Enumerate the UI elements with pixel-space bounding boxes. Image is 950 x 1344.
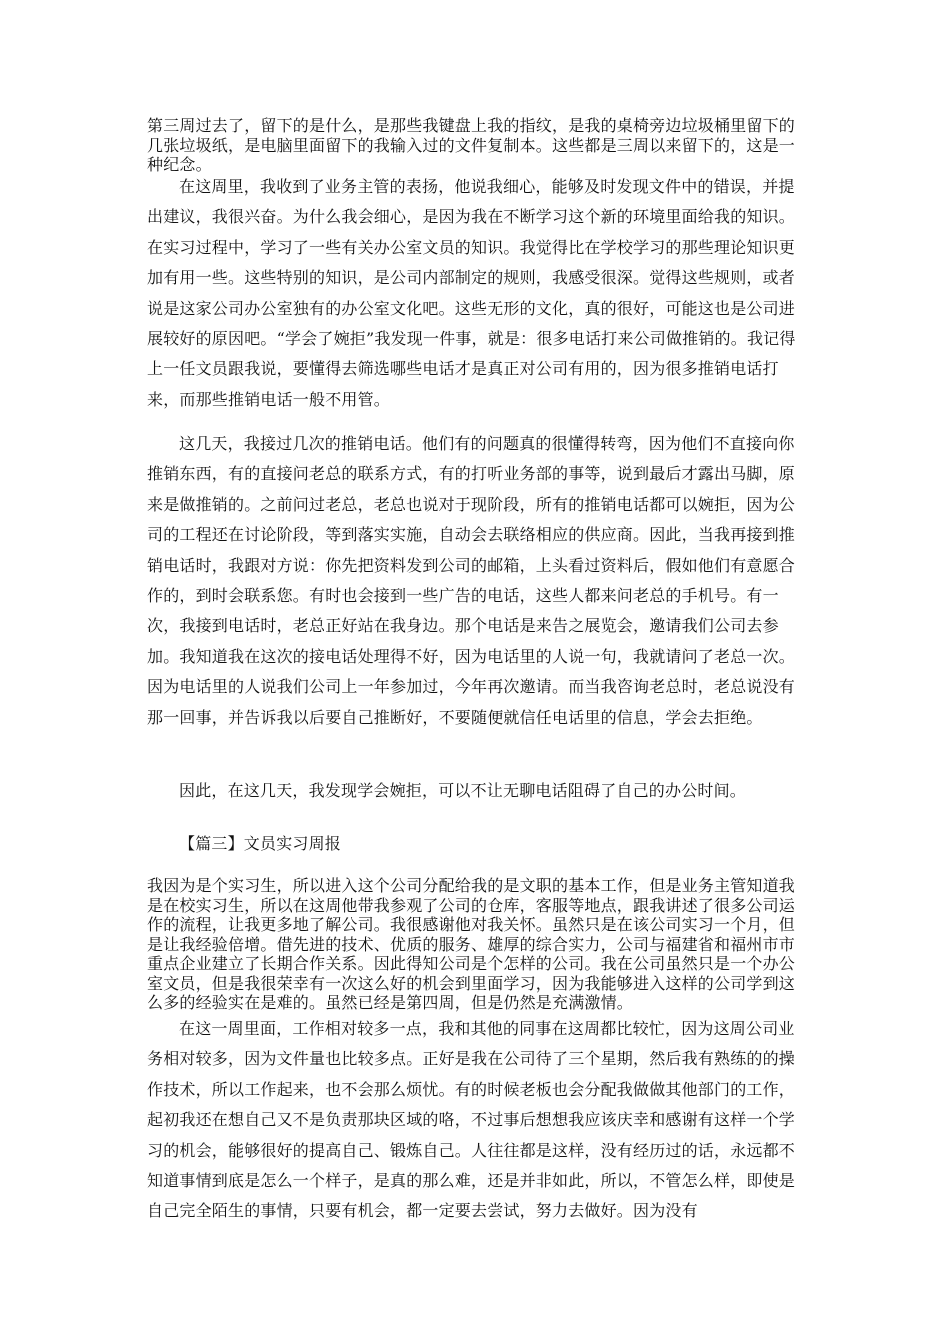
paragraph-sales-calls: 这几天，我接过几次的推销电话。他们有的问题真的很懂得转弯，因为他们不直接向你推销东西，有的直接问老总的联系方式，有的打听业务部的事等，说到最后才露出马脚，原来是做推销的。之前问过老总，老总也说对于现阶段，所有的推销电话都可以婉拒，因为公司的工程还在讨论阶段，等到落实实施，自动会去联络相应的供应商。因此，当我再接到推销电话时，我跟对方说：你先把资料发到公司的邮箱，上头看过资料后，假如他们有意愿合作的，到时会联系您。有时也会接到一些广告的电话，这些人都来问老总的手机号。有一次，我接到电话时，老总正好站在我身边。那个电话是来告之展览会，邀请我们公司去参加。我知道我在这次的接电话处理得不好，因为电话里的人说一句，我就请问了老总一次。因为电话里的人说我们公司上一年参加过，今年再次邀请。而当我咨询老总时，老总说没有那一回事，并告诉我以后要自己推断好，不要随便就信任电话里的信息，学会去拒绝。	[147, 434, 796, 727]
section-heading: 【篇三】文员实习周报	[179, 834, 342, 853]
paragraph-praise-and-refusal: 在这周里，我收到了业务主管的表扬，他说我细心，能够及时发现文件中的错误，并提出建议，我很兴奋。为什么我会细心，是因为我在不断学习这个新的环境里面给我的知识。在实习过程中，学习了一些有关办公室文员的知识。我觉得比在学校学习的那些理论知识更加有用一些。这些特别的知识，是公司内部制定的规则，我感受很深。觉得这些规则，或者说是这家公司办公室独有的办公室文化吧。这些无形的文化，真的很好，可能这也是公司进展较好的原因吧。“学会了婉拒”我发现一件事，就是：很多电话打来公司做推销的。我记得上一任文员跟我说，要懂得去筛选哪些电话才是真正对公司有用的，因为很多推销电话打来，而那些推销电话一般不用管。	[147, 177, 796, 409]
paragraph-week3-intro: 第三周过去了，留下的是什么，是那些我键盘上我的指纹，是我的桌椅旁边垃圾桶里留下的几张垃圾纸，是电脑里面留下的我输入过的文件复制本。这些都是三周以来留下的，这是一种纪念。	[147, 116, 796, 174]
paragraph-week4-intro: 我因为是个实习生，所以进入这个公司分配给我的是文职的基本工作，但是业务主管知道我是在校实习生，所以在这周他带我参观了公司的仓库，客服等地点，跟我讲述了很多公司运作的流程，让我更多地了解公司。我很感谢他对我关怀。虽然只是在该公司实习一个月，但是让我经验倍增。借先进的技术、优质的服务、雄厚的综合实力，公司与福建省和福州市市重点企业建立了长期合作关系。因此得知公司是个怎样的公司。我在公司虽然只是一个办公室文员，但是我很荣幸有一次这么好的机会到里面学习，因为我能够进入这样的公司学到这么多的经验实在是难的。虽然已经是第四周，但是仍然是充满激情。	[147, 876, 796, 1012]
paragraph-busy-week: 在这一周里面，工作相对较多一点，我和其他的同事在这周都比较忙，因为这周公司业务相对较多，因为文件量也比较多点。正好是我在公司待了三个星期，然后我有熟练的的操作技术，所以工作起来，也不会那么烦忧。有的时候老板也会分配我做做其他部门的工作，起初我还在想自己又不是负责那块区域的咯，不过事后想想我应该庆幸和感谢有这样一个学习的机会，能够很好的提高自己、锻炼自己。人往往都是这样，没有经历过的话，永远都不知道事情到底是怎么一个样子，是真的那么难，还是并非如此，所以，不管怎么样，即使是自己完全陌生的事情，只要有机会，都一定要去尝试，努力去做好。因为没有	[147, 1019, 796, 1221]
paragraph-conclusion: 因此，在这几天，我发现学会婉拒，可以不让无聊电话阻碍了自己的办公时间。	[179, 781, 747, 800]
